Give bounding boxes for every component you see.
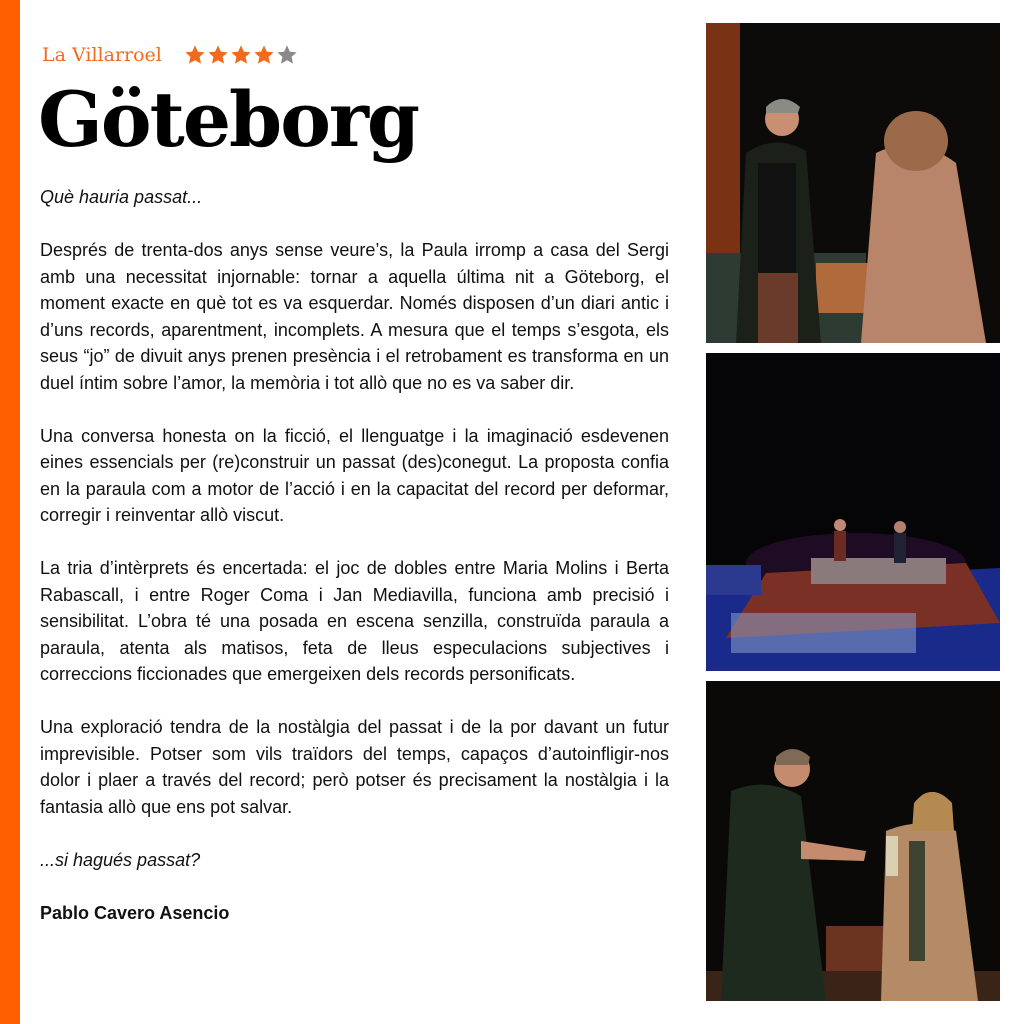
stage-photo-2 [706, 353, 1000, 671]
star-rating [184, 44, 298, 66]
star-filled-icon [230, 44, 252, 66]
stage-photo-1 [706, 23, 1000, 343]
review-text [40, 184, 669, 926]
paragraph-4: Una exploració tendra de la nostàlgia del passat i de la por davant un futur imprevisible. Potser som vils traïdors del temps, capaços d’autoinfligir-nos dolor i plaer a través del record; però potser és precisament la nostàlgia i la fantasia allò que ens pot salvar. [40, 717, 669, 817]
tagline: Què hauria passat... [40, 187, 203, 207]
star-filled-icon [253, 44, 275, 66]
paragraph-1: Després de trenta-dos anys sense veure’s, la Paula irromp a casa del Sergi amb una necessitat injornable: tornar a aquella última nit a Göteborg, el moment exacte en què tot es va esquerdar. Només disposen d’un diari antic i d’uns records, aparentment, incomplets. A mesura que el temps s’esgota, els seus “jo” de divuit anys prenen presència i el retrobament es transforma en un duel íntim sobre l’amor, la memòria i tot allò que no es va saber dir. [40, 240, 669, 393]
paragraph-2: Una conversa honesta on la ficció, el llenguatge i la imaginació esdevenen eines essencials per (re)construir un passat (des)conegut. La proposta confia en la paraula com a motor de l’acció i en la capacitat del record per deformar, corregir i reinventar allò viscut. [40, 425, 669, 525]
star-empty-icon [276, 44, 298, 66]
closing-line: ...si hagués passat? [40, 849, 201, 870]
stage-photo-3 [706, 681, 1000, 1001]
paragraph-3: La tria d’intèrprets és encertada: el joc de dobles entre Maria Molins i Berta Rabascall, i entre Roger Coma i Jan Mediavilla, funciona amb precisió i sensibilitat. L’obra té una posada en escena senzilla, construïda paraula a paraula, atenta als matisos, feta de lleus especulacions subjectives i correccions ficcionades que emergeixen dels records personificats. [40, 558, 669, 684]
page-title: Göteborg [38, 75, 419, 164]
author-name: Pablo Cavero Asencio [40, 902, 230, 923]
star-filled-icon [184, 44, 206, 66]
venue-rating-row [42, 44, 298, 66]
venue-name: La Villarroel [42, 44, 162, 66]
accent-bar [0, 0, 20, 1024]
star-filled-icon [207, 44, 229, 66]
